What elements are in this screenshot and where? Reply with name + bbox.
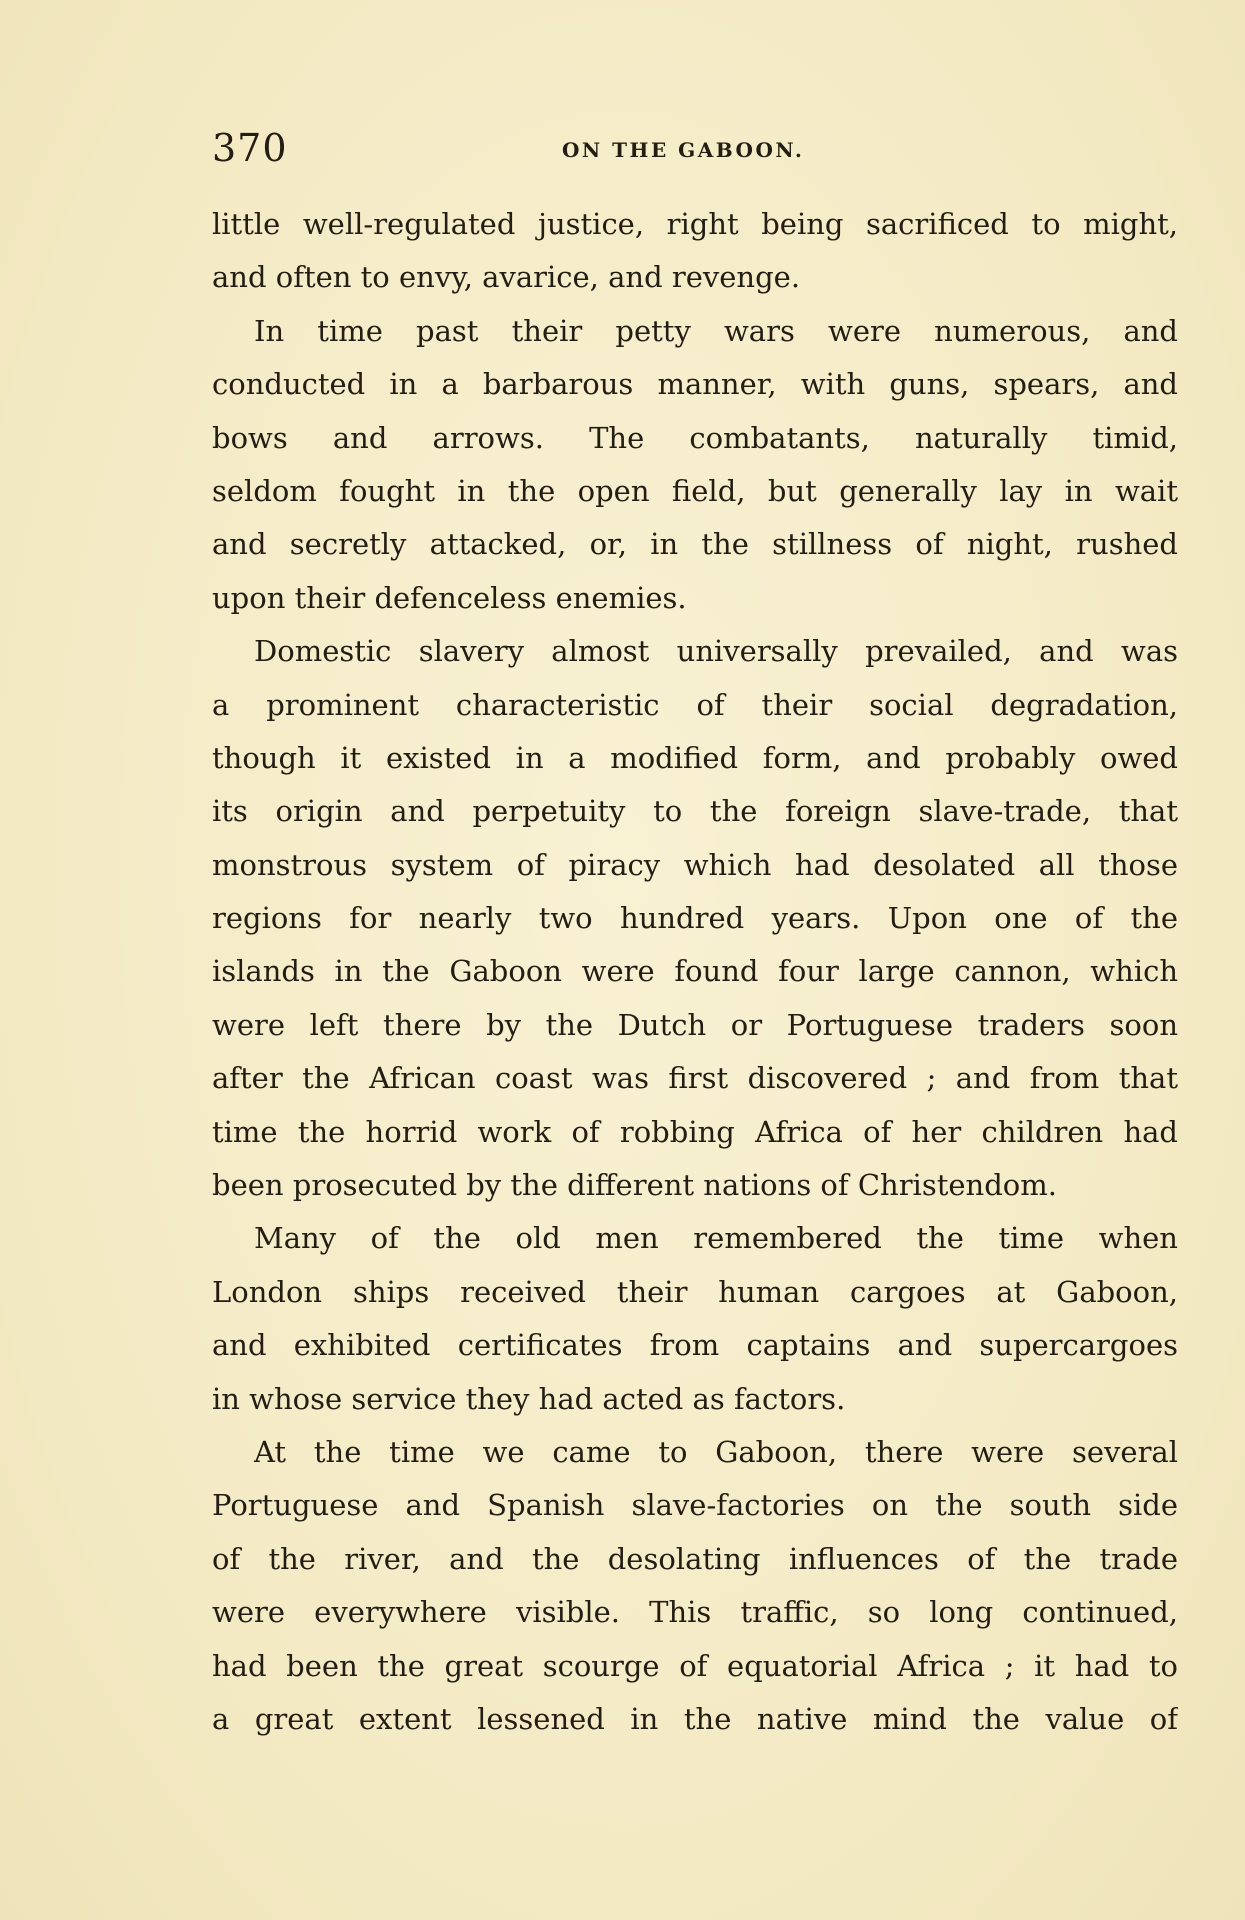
text-line: time the horrid work of robbing Africa of her children had — [212, 1114, 1178, 1149]
text-line: bows and arrows. The combatants, naturally timid, — [212, 420, 1178, 455]
text-line: its origin and perpetuity to the foreign slave-trade, that — [212, 794, 1178, 829]
text-line: conducted in a barbarous manner, with guns, spears, and — [212, 367, 1178, 402]
text-line: been prosecuted by the different nations of Christendom. — [212, 1168, 1057, 1203]
text-line: and secretly attacked, or, in the stillness of night, rushed — [212, 527, 1178, 562]
text-line: though it existed in a modified form, and probably owed — [212, 740, 1178, 775]
text-line: London ships received their human cargoes at Gaboon, — [212, 1274, 1178, 1309]
text-line: a great extent lessened in the native mind the value of — [212, 1701, 1178, 1736]
text-line: Portuguese and Spanish slave-factories on the south side — [212, 1488, 1178, 1523]
text-line: Many of the old men remembered the time when — [254, 1221, 1178, 1256]
running-title: ON THE GABOON. — [562, 138, 805, 162]
text-line: and often to envy, avarice, and revenge. — [212, 260, 801, 295]
text-line: In time past their petty wars were numerous, and — [254, 313, 1178, 348]
text-line: in whose service they had acted as factors. — [212, 1381, 846, 1416]
text-line: and exhibited certificates from captains and supercargoes — [212, 1328, 1178, 1363]
text-line: were left there by the Dutch or Portuguese traders soon — [212, 1007, 1178, 1042]
running-head — [212, 120, 1178, 180]
text-line: Domestic slavery almost universally prevailed, and was — [254, 634, 1178, 669]
text-line: were everywhere visible. This traffic, so long continued, — [212, 1595, 1178, 1630]
body-text — [212, 198, 1178, 1746]
text-line: upon their defenceless enemies. — [212, 580, 687, 615]
text-line: a prominent characteristic of their social degradation, — [212, 687, 1178, 722]
text-line: monstrous system of piracy which had desolated all those — [212, 847, 1178, 882]
text-line: seldom fought in the open field, but generally lay in wait — [212, 473, 1178, 508]
text-line: At the time we came to Gaboon, there were several — [254, 1434, 1178, 1469]
text-line: after the African coast was first discovered ; and from that — [212, 1061, 1178, 1096]
text-line: regions for nearly two hundred years. Upon one of the — [212, 901, 1178, 936]
text-line: islands in the Gaboon were found four large cannon, which — [212, 954, 1178, 989]
text-line: had been the great scourge of equatorial Africa ; it had to — [212, 1648, 1178, 1683]
text-line: of the river, and the desolating influences of the trade — [212, 1541, 1178, 1576]
text-line: little well-regulated justice, right being sacrificed to might, — [212, 207, 1178, 241]
page-number: 370 — [212, 126, 288, 170]
